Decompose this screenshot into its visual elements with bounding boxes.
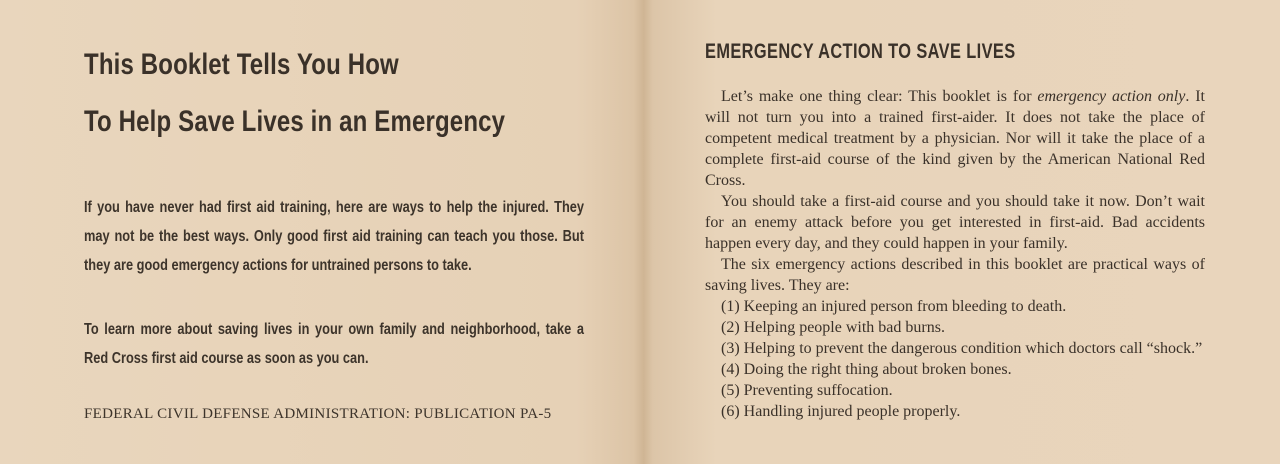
page-title-line-1: This Booklet Tells You How xyxy=(84,48,399,81)
right-page xyxy=(650,0,1280,464)
list-item: (4) Doing the right thing about broken bones. xyxy=(721,361,1012,378)
section-body xyxy=(705,86,1205,422)
intro-paragraph: If you have never had first aid training, here are ways to help the injured. They may not be the best ways. Only good first aid training can teach you those. But they are good emergency actions for untrained persons to take. xyxy=(84,199,584,274)
publication-footer: FEDERAL CIVIL DEFENSE ADMINISTRATION: PUBLICATION PA-5 xyxy=(84,406,552,422)
list-item: (5) Preventing suffocation. xyxy=(721,382,893,399)
list-item: (2) Helping people with bad burns. xyxy=(721,319,945,336)
page-title-line-2: To Help Save Lives in an Emergency xyxy=(84,105,506,138)
section-heading: EMERGENCY ACTION TO SAVE LIVES xyxy=(705,40,1016,63)
body-paragraph-1 xyxy=(705,86,1205,191)
p1-text-a: Let’s make one thing clear: This booklet is for xyxy=(721,88,1038,105)
body-paragraph-2: You should take a first-aid course and you should take it now. Don’t wait for an enemy attack before you get interested in first-aid. Bad accidents happen every day, and they could happen in your family. xyxy=(705,193,1205,252)
p1-emphasis: emergency action only xyxy=(1037,88,1186,105)
list-item: (1) Keeping an injured person from bleeding to death. xyxy=(721,298,1067,315)
list-item: (6) Handling injured people properly. xyxy=(721,403,961,420)
body-paragraph-3: The six emergency actions described in this booklet are practical ways of saving lives. They are: xyxy=(705,256,1205,294)
list-item: (3) Helping to prevent the dangerous condition which doctors call “shock.” xyxy=(721,340,1203,357)
p1-text-b: . It will not turn you into a trained first-aider. It does not take the place of competent medical treatment by a physician. Nor will it take the place of a complete first-aid course of the kind given by the American National Red Cross. xyxy=(705,88,1205,189)
red-cross-paragraph: To learn more about saving lives in your own family and neighborhood, take a Red Cross first aid course as soon as you can. xyxy=(84,321,584,367)
